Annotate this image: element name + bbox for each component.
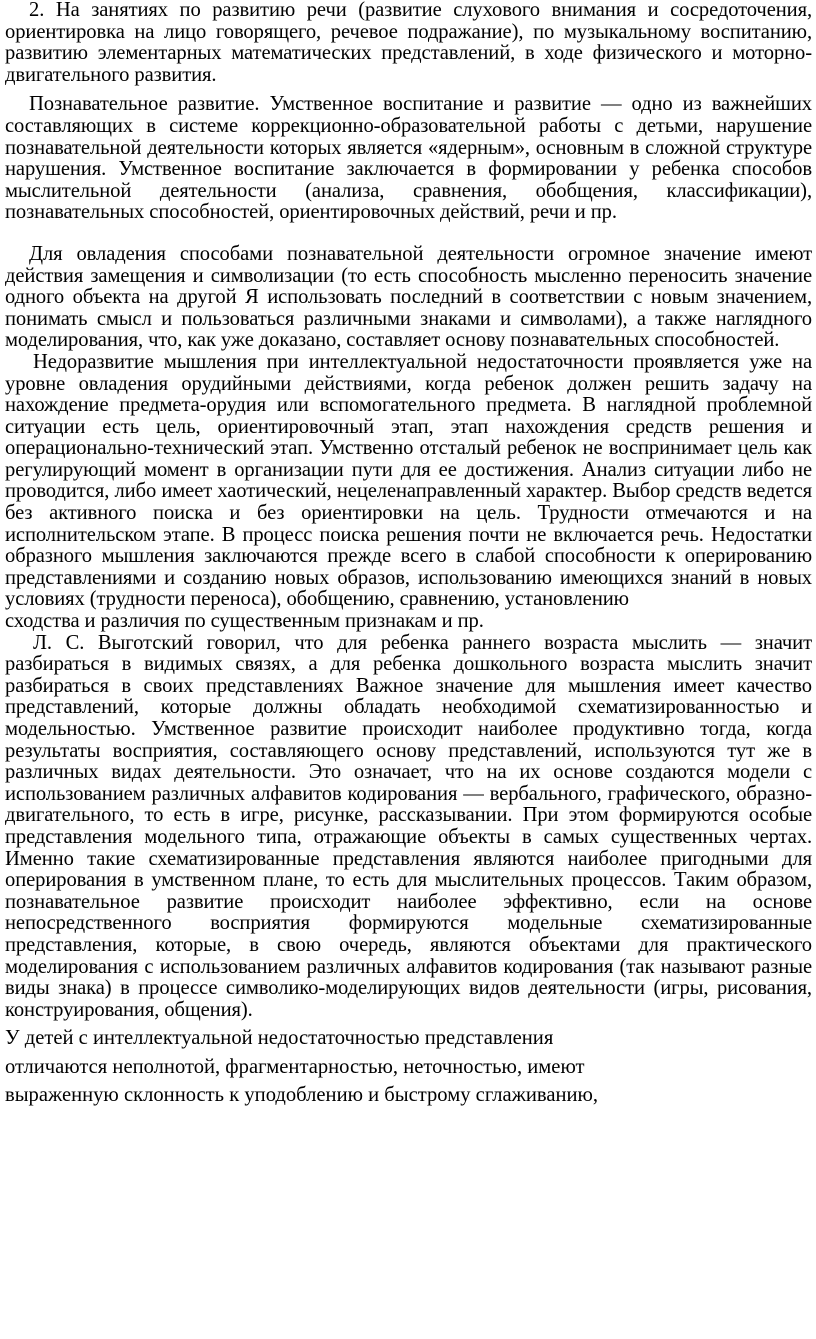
paragraph-speech-development: 2. На занятиях по развитию речи (развитие слухового внимания и сосредоточения, ориентировка на лицо говорящего, речевое подражание), по музыкальному воспитанию, развитию элементарных математических представлений, в ходе физического и моторно-двигательного развития. — [5, 0, 812, 86]
closing-line: У детей с интеллектуальной недостаточностью представления — [5, 1027, 554, 1050]
closing-line: выраженную склонность к уподоблению и быстрому сглаживанию, — [5, 1084, 599, 1107]
paragraph-similarity-difference: сходства и различия по существенным признакам и пр. — [5, 610, 484, 633]
paragraph-substitution-symbolization: Для овладения способами познавательной деятельности огромное значение имеют действия замещения и символизации (то есть способность мысленно переносить значение одного объекта на другой Я использовать последний в соответствии с новым значением, понимать смысл и пользоваться различными знаками и символами), а также наглядного моделирования, что, как уже доказано, составляет основу познавательных способностей. — [5, 242, 812, 352]
closing-paragraph — [0, 1024, 816, 1110]
paragraph-gap — [0, 224, 816, 244]
paragraph-vygotsky: Л. С. Выготский говорил, что для ребенка раннего возраста мыслить — значит разбираться в видимых связях, а для ребенка дошкольного возраста мыслить значит разбираться в своих представлениях Важное значение для мышления имеет качество представлений, которые должны обладать необходимой схематизированностью и модельностью. Умственное развитие происходит наиболее продуктивно тогда, когда результаты восприятия, составляющего основу представлений, используются тут же в различных видах деятельности. Это означает, что на их основе создаются модели с использованием различных алфавитов кодирования — вербального, графического, образно-двигательного, то есть в игре, рисунке, рассказывании. При этом формируются особые представления модельного типа, отражающие объекты в самых существенных чертах. Именно такие схематизированные представления являются наиболее пригодными для оперирования в умственном плане, то есть для мыслительных процессов. Таким образом, познавательное развитие происходит наиболее эффективно, если на основе непосредственного восприятия формируются модельные схематизированные представления, которые, в свою очередь, являются объектами для практического моделирования с использованием различных алфавитов кодирования (так называют разные виды знака) в процессе символико-моделирующих видов деятельности (игры, рисования, конструирования, общения). — [5, 631, 812, 1021]
closing-line: отличаются неполнотой, фрагментарностью, неточностью, имеют — [5, 1055, 585, 1078]
paragraph-thinking-underdevelopment: Недоразвитие мышления при интеллектуальной недостаточности проявляется уже на уровне овладения орудийными действиями, когда ребенок должен решить задачу на нахождение предмета-орудия или вспомогательного предмета. В наглядной проблемной ситуации есть цель, ориентировочный этап, этап нахождения средств решения и операционально-технический этап. Умственно отсталый ребенок не воспринимает цель как регулирующий момент в организации пути для ее достижения. Анализ ситуации либо не проводится, либо имеет хаотический, нецеленаправленный характер. Выбор средств ведется без активного поиска и без ориентировки на цель. Трудности отмечаются и на исполнительском этапе. В процесс поиска решения почти не включается речь. Недостатки образного мышления заключаются прежде всего в слабой способности к оперированию представлениями и созданию новых образов, использованию имеющихся знаний в новых условиях (трудности переноса), обобщению, сравнению, установлению — [5, 350, 812, 611]
paragraph-cognitive-development: Познавательное развитие. Умственное воспитание и развитие — одно из важнейших составляющих в системе коррекционно-образовательной работы с детьми, нарушение познавательной деятельности которых является «ядерным», основным в сложной структуре нарушения. Умственное воспитание заключается в формировании у ребенка способов мыслительной деятельности (анализа, сравнения, обобщения, классификации), познавательных способностей, ориентировочных действий, речи и пр. — [5, 93, 812, 224]
